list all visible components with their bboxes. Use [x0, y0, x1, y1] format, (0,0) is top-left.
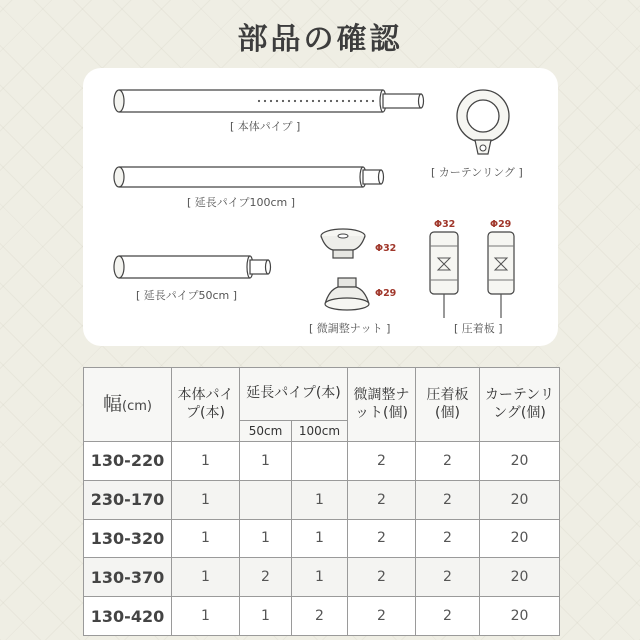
parts-card [83, 68, 558, 346]
parts-table [83, 367, 560, 636]
extension-pipe-50-label: [ 延長パイプ50cm ] [136, 289, 238, 302]
cell-ext-100 [292, 442, 348, 481]
cell-curtain-ring: 20 [480, 597, 560, 636]
table-row [84, 558, 560, 597]
row-width: 130-320 [84, 519, 172, 558]
cell-pressure-plate: 2 [416, 480, 480, 519]
extension-pipe-100-label: [ 延長パイプ100cm ] [187, 196, 296, 209]
cell-fine-nut: 2 [348, 519, 416, 558]
page-title: 部品の確認 [237, 22, 403, 57]
cell-pressure-plate: 2 [416, 442, 480, 481]
cell-main-pipe: 1 [172, 597, 240, 636]
cell-curtain-ring: 20 [480, 442, 560, 481]
row-width: 230-170 [84, 480, 172, 519]
header-main-pipe: 本体パイプ(本) [172, 368, 240, 442]
extension-pipe-100-illustration [113, 164, 385, 190]
pressure-plate-illustration [428, 232, 528, 320]
cell-ext-50: 1 [240, 519, 292, 558]
row-width: 130-370 [84, 558, 172, 597]
fine-nut-large-illustration [319, 226, 369, 262]
cell-curtain-ring: 20 [480, 519, 560, 558]
table-row [84, 519, 560, 558]
cell-ext-50 [240, 480, 292, 519]
cell-ext-100: 2 [292, 597, 348, 636]
cell-fine-nut: 2 [348, 442, 416, 481]
cell-ext-50: 1 [240, 597, 292, 636]
fine-nut-label: [ 微調整ナット ] [309, 322, 391, 335]
cell-ext-100: 1 [292, 480, 348, 519]
fine-nut-diameter-small: Φ29 [375, 288, 397, 299]
cell-main-pipe: 1 [172, 442, 240, 481]
cell-fine-nut: 2 [348, 558, 416, 597]
fine-nut-small-illustration [323, 276, 373, 312]
header-curtain-ring: カーテンリング(個) [480, 368, 560, 442]
cell-fine-nut: 2 [348, 480, 416, 519]
table-row [84, 442, 560, 481]
header-width: 幅(cm) [84, 368, 172, 442]
cell-fine-nut: 2 [348, 597, 416, 636]
cell-main-pipe: 1 [172, 480, 240, 519]
fine-nut-diameter-large: Φ32 [375, 243, 397, 254]
main-pipe-illustration [113, 87, 425, 115]
cell-ext-100: 1 [292, 558, 348, 597]
table-row [84, 597, 560, 636]
pressure-plate-diameter-small: Φ29 [490, 219, 512, 230]
cell-curtain-ring: 20 [480, 480, 560, 519]
cell-pressure-plate: 2 [416, 597, 480, 636]
curtain-ring-illustration [455, 88, 513, 166]
table-row [84, 480, 560, 519]
cell-main-pipe: 1 [172, 519, 240, 558]
cell-curtain-ring: 20 [480, 558, 560, 597]
cell-main-pipe: 1 [172, 558, 240, 597]
header-extension-pipe: 延長パイプ(本) [240, 368, 348, 421]
curtain-ring-label: [ カーテンリング ] [431, 166, 523, 179]
cell-ext-50: 1 [240, 442, 292, 481]
header-ext-50: 50cm [240, 421, 292, 442]
main-pipe-label: [ 本体パイプ ] [230, 120, 301, 133]
extension-pipe-50-illustration [113, 253, 273, 281]
row-width: 130-420 [84, 597, 172, 636]
cell-ext-50: 2 [240, 558, 292, 597]
cell-pressure-plate: 2 [416, 519, 480, 558]
header-ext-100: 100cm [292, 421, 348, 442]
cell-ext-100: 1 [292, 519, 348, 558]
header-fine-nut: 微調整ナット(個) [348, 368, 416, 442]
pressure-plate-label: [ 圧着板 ] [454, 322, 503, 335]
row-width: 130-220 [84, 442, 172, 481]
header-pressure-plate: 圧着板(個) [416, 368, 480, 442]
pressure-plate-diameter-large: Φ32 [434, 219, 456, 230]
cell-pressure-plate: 2 [416, 558, 480, 597]
